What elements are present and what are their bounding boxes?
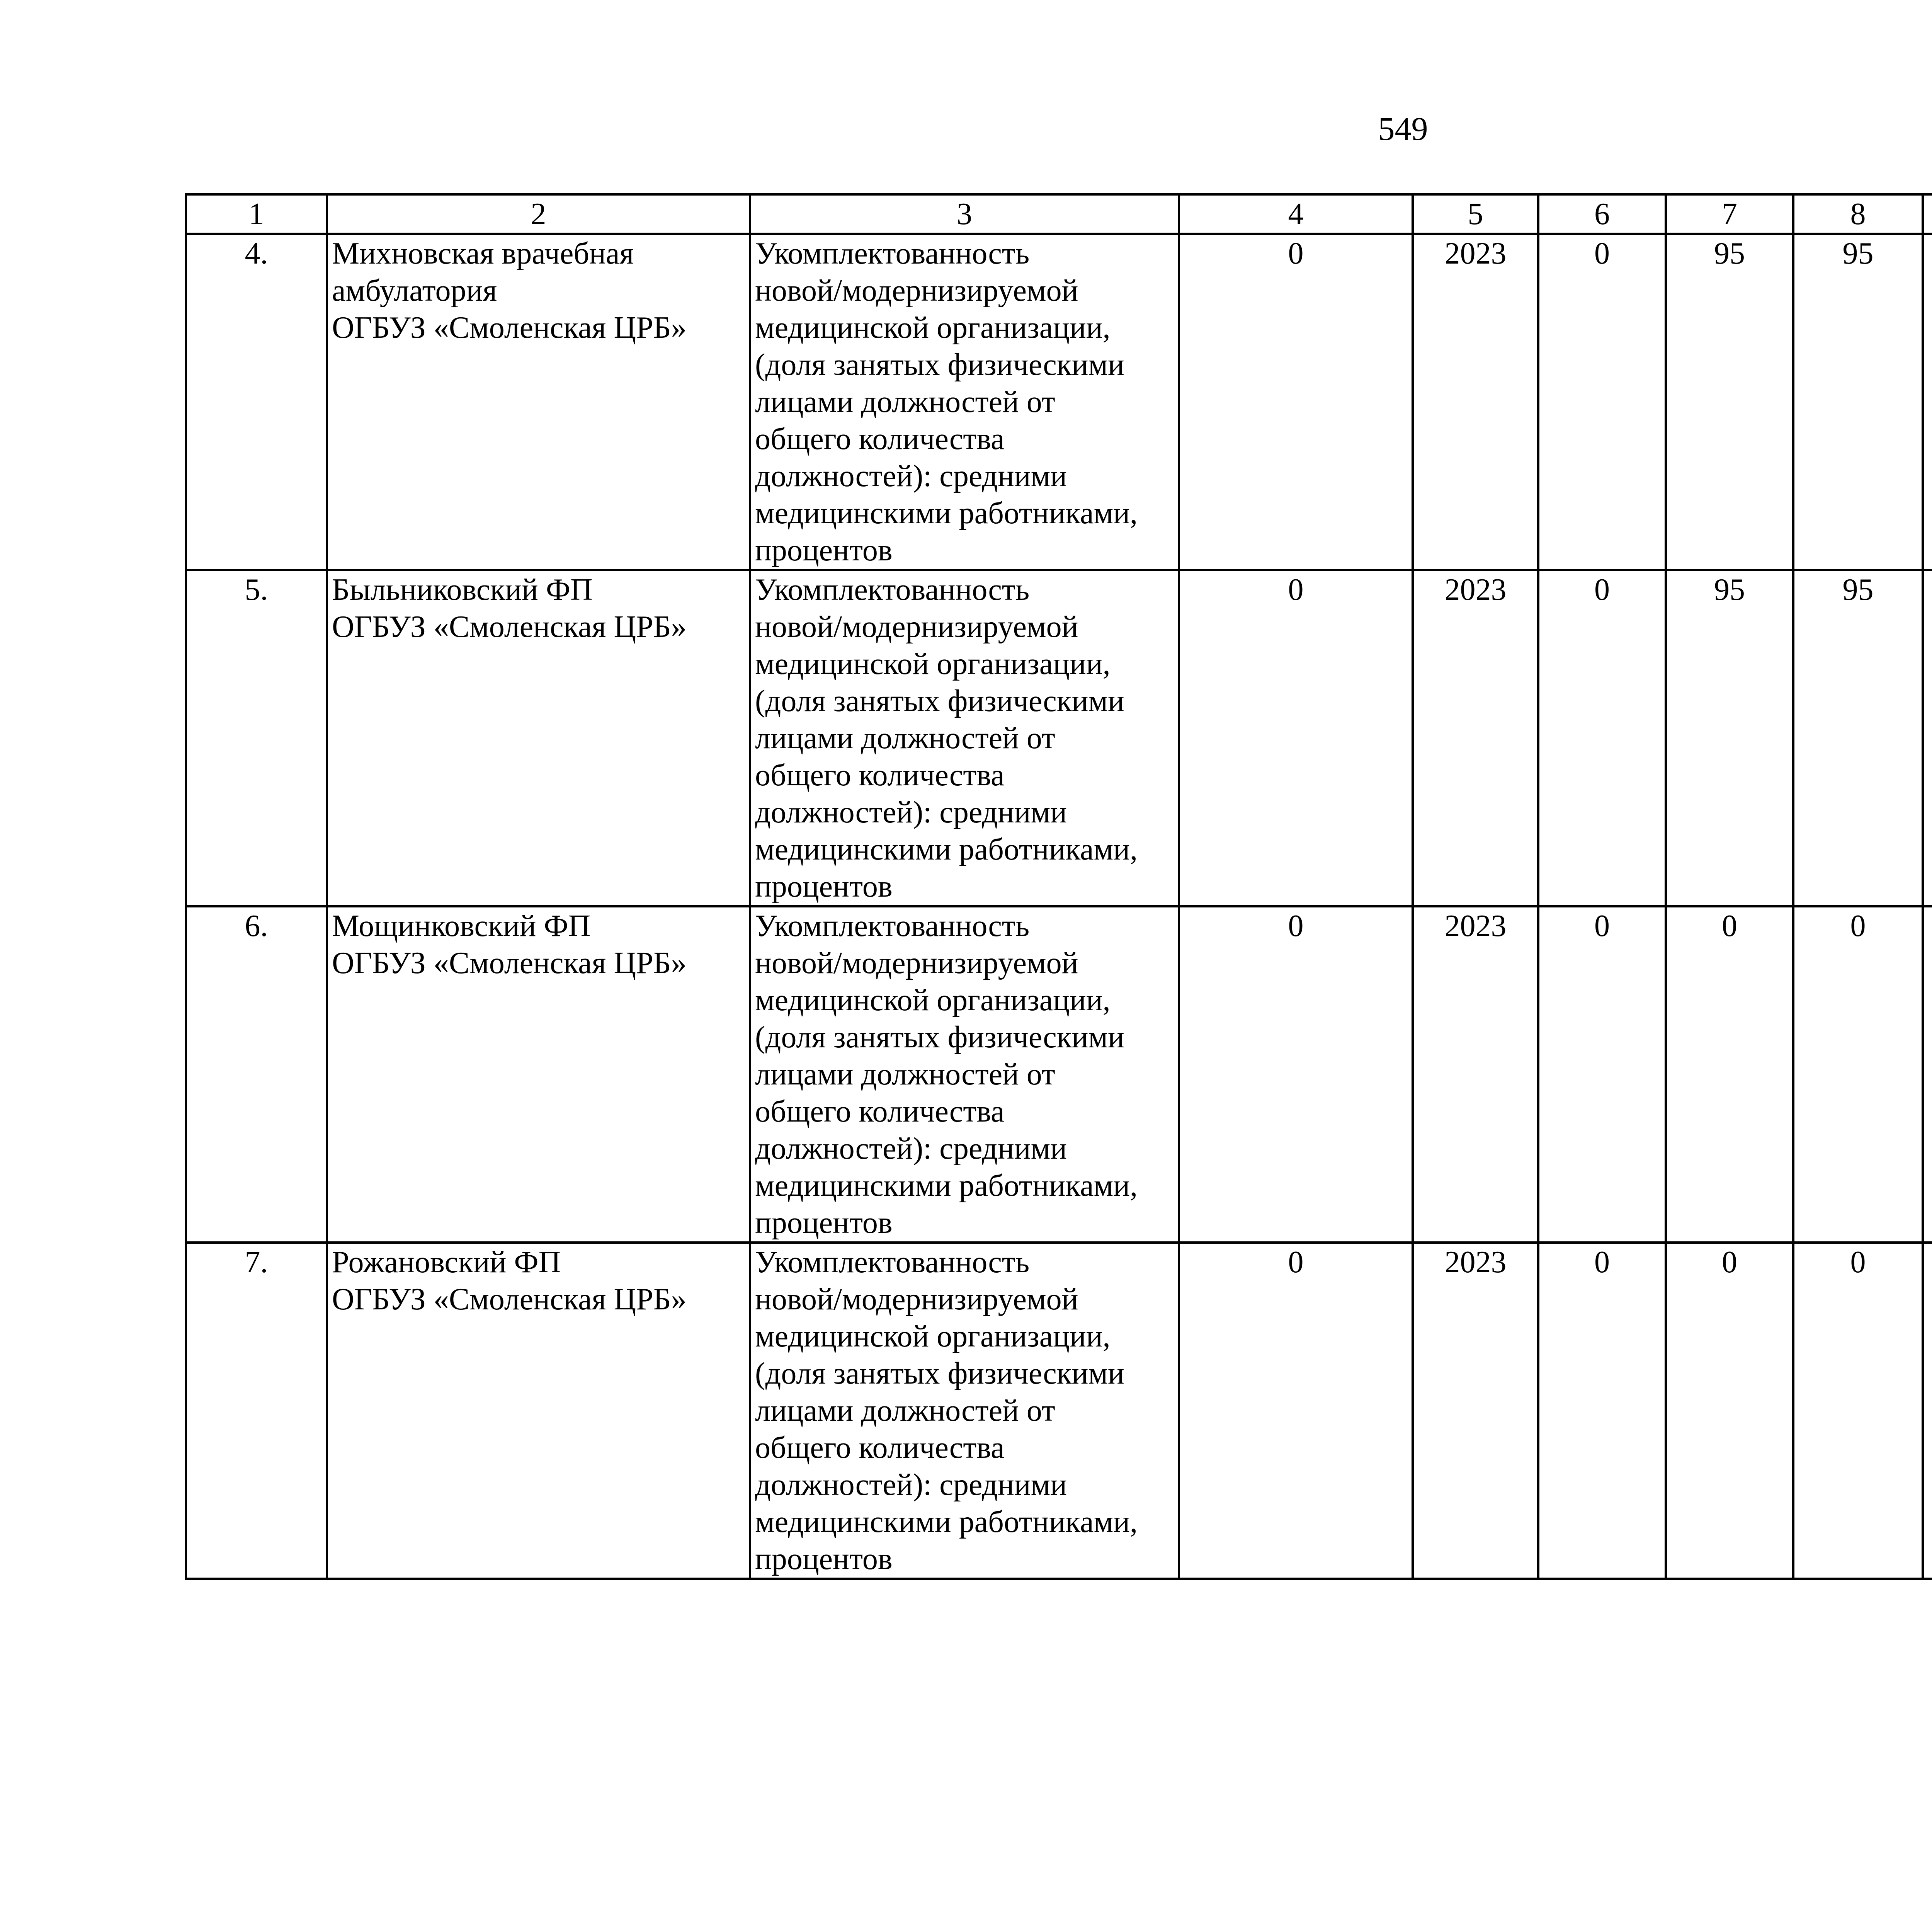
indicator-line: Укомплектованность <box>755 573 1030 607</box>
value-col-8: 95 <box>1793 234 1923 570</box>
indicator-line: должностей): средними <box>755 795 1067 829</box>
indicator-line: медицинской организации, <box>755 1319 1111 1353</box>
indicator-line: новой/модернизируемой <box>755 1282 1078 1316</box>
value-col-6: 0 <box>1538 234 1666 570</box>
column-number: 3 <box>750 194 1179 234</box>
column-number: 5 <box>1413 194 1538 234</box>
base-value: 0 <box>1179 234 1413 570</box>
indicator-line: процентов <box>755 1542 893 1576</box>
indicator-line: лицами должностей от <box>755 1057 1055 1091</box>
value-col-9 <box>1923 906 1932 1243</box>
indicator-line: (доля занятых физическими <box>755 1357 1124 1391</box>
indicator-line: новой/модернизируемой <box>755 274 1078 308</box>
column-number: 7 <box>1666 194 1793 234</box>
value-col-8: 0 <box>1793 1243 1923 1579</box>
organization-name-line: Рожановский ФП <box>332 1245 561 1279</box>
value-col-6: 0 <box>1538 1243 1666 1579</box>
indicator-line: лицами должностей от <box>755 1394 1055 1428</box>
base-year: 2023 <box>1413 234 1538 570</box>
column-number: 8 <box>1793 194 1923 234</box>
row-number: 5. <box>186 570 327 906</box>
value-col-7: 0 <box>1666 1243 1793 1579</box>
value-col-8: 0 <box>1793 906 1923 1243</box>
indicator-line: лицами должностей от <box>755 385 1055 419</box>
row-number: 7. <box>186 1243 327 1579</box>
organization-name-line: Михновская врачебная <box>332 237 634 271</box>
indicator-text <box>750 570 1179 906</box>
indicator-line: (доля занятых физическими <box>755 684 1124 718</box>
base-year: 2023 <box>1413 906 1538 1243</box>
organization-name-line: ОГБУЗ «Смоленская ЦРБ» <box>332 1282 687 1316</box>
indicator-text <box>750 1243 1179 1579</box>
value-col-9 <box>1923 570 1932 906</box>
indicator-line: медицинскими работниками, <box>755 1169 1138 1203</box>
table-row <box>186 906 1932 1243</box>
table-row <box>186 570 1932 906</box>
organization-name-line: Мощинковский ФП <box>332 909 591 943</box>
value-col-7: 0 <box>1666 906 1793 1243</box>
indicator-line: медицинскими работниками, <box>755 832 1138 866</box>
organization-name-line: Быльниковский ФП <box>332 573 593 607</box>
column-number: 2 <box>327 194 750 234</box>
base-value: 0 <box>1179 570 1413 906</box>
indicator-line: (доля занятых физическими <box>755 348 1124 382</box>
indicator-line: медицинской организации, <box>755 647 1111 681</box>
indicator-line: Укомплектованность <box>755 237 1030 271</box>
indicators-table <box>185 193 1932 1580</box>
indicator-line: медицинскими работниками, <box>755 1505 1138 1539</box>
indicator-line: должностей): средними <box>755 459 1067 493</box>
value-col-7: 95 <box>1666 234 1793 570</box>
indicator-line: общего количества <box>755 422 1005 456</box>
column-number: 6 <box>1538 194 1666 234</box>
value-col-6: 0 <box>1538 570 1666 906</box>
value-col-7: 95 <box>1666 570 1793 906</box>
indicator-text <box>750 906 1179 1243</box>
indicator-line: (доля занятых физическими <box>755 1020 1124 1054</box>
indicator-line: общего количества <box>755 758 1005 792</box>
indicator-line: общего количества <box>755 1095 1005 1129</box>
indicator-line: Укомплектованность <box>755 909 1030 943</box>
page-number: 549 <box>1378 110 1428 147</box>
base-value: 0 <box>1179 1243 1413 1579</box>
indicator-line: общего количества <box>755 1431 1005 1465</box>
value-col-9 <box>1923 1243 1932 1579</box>
value-col-9 <box>1923 234 1932 570</box>
indicator-line: новой/модернизируемой <box>755 610 1078 644</box>
row-number: 4. <box>186 234 327 570</box>
value-col-8: 95 <box>1793 570 1923 906</box>
base-year: 2023 <box>1413 1243 1538 1579</box>
base-year: 2023 <box>1413 570 1538 906</box>
organization-name-line: ОГБУЗ «Смоленская ЦРБ» <box>332 946 687 980</box>
indicator-line: должностей): средними <box>755 1468 1067 1502</box>
table-row <box>186 234 1932 570</box>
indicator-line: процентов <box>755 870 893 904</box>
table-row <box>186 1243 1932 1579</box>
indicator-line: новой/модернизируемой <box>755 946 1078 980</box>
column-number: 4 <box>1179 194 1413 234</box>
indicator-line: медицинскими работниками, <box>755 496 1138 530</box>
indicator-line: медицинской организации, <box>755 983 1111 1017</box>
row-number: 6. <box>186 906 327 1243</box>
column-number: 1 <box>186 194 327 234</box>
indicator-line: процентов <box>755 533 893 567</box>
organization-name-line: ОГБУЗ «Смоленская ЦРБ» <box>332 610 687 644</box>
indicator-line: лицами должностей от <box>755 721 1055 755</box>
organization-name-line: амбулатория <box>332 274 497 308</box>
value-col-6: 0 <box>1538 906 1666 1243</box>
indicator-line: медицинской организации, <box>755 311 1111 345</box>
organization-name <box>327 1243 750 1579</box>
organization-name <box>327 234 750 570</box>
column-number-row <box>186 194 1932 234</box>
organization-name-line: ОГБУЗ «Смоленская ЦРБ» <box>332 311 687 345</box>
indicator-line: процентов <box>755 1206 893 1240</box>
indicator-line: должностей): средними <box>755 1132 1067 1166</box>
organization-name <box>327 570 750 906</box>
base-value: 0 <box>1179 906 1413 1243</box>
column-number <box>1923 194 1932 234</box>
organization-name <box>327 906 750 1243</box>
indicator-line: Укомплектованность <box>755 1245 1030 1279</box>
indicator-text <box>750 234 1179 570</box>
